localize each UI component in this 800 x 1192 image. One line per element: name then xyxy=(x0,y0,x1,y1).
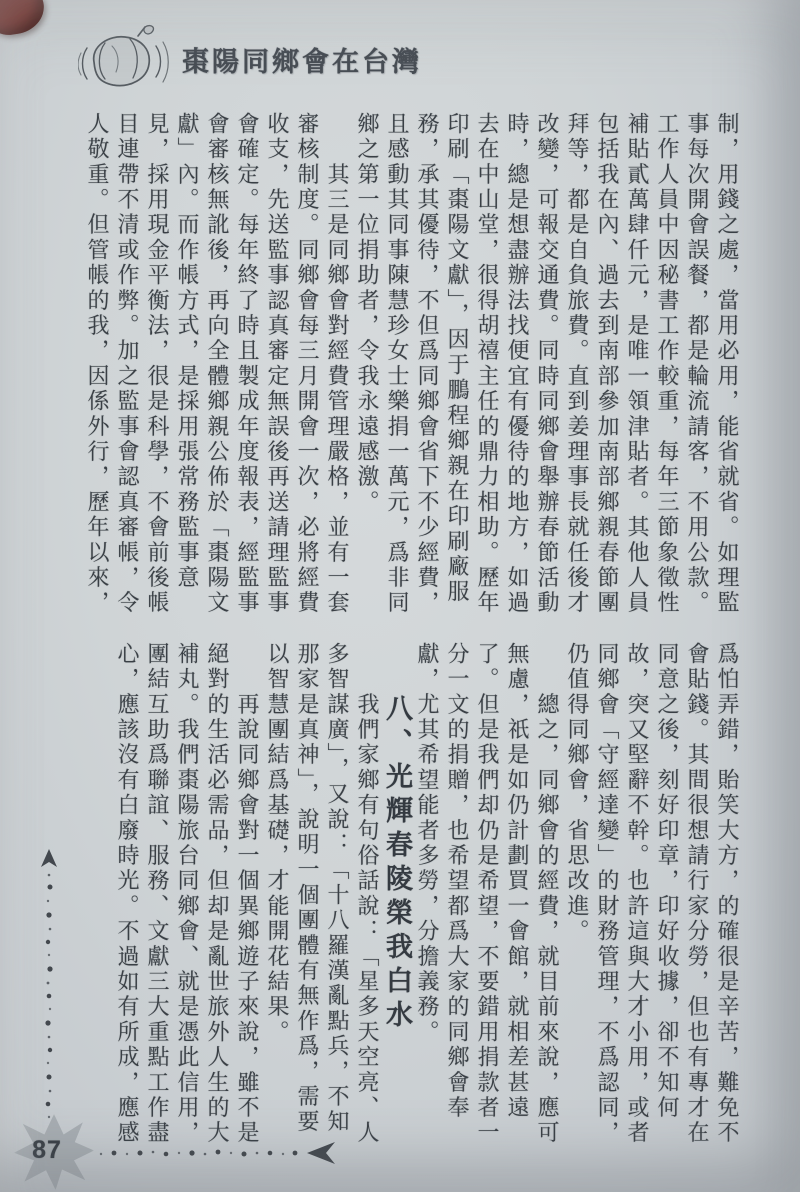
text-column: 再說同鄉會對一個異鄉遊子來說，雖不是 xyxy=(235,642,260,1146)
text-column: 爲怕弄錯，貽笑大方，的確很是辛苦，難免不 xyxy=(715,642,740,1146)
text-column: 獻，尤其希望能者多勞，分擔義務。 xyxy=(415,642,440,1046)
jujube-logo-icon xyxy=(78,22,170,96)
text-column: 會審核無訛後，再向全體鄉親公佈於「棗陽文 xyxy=(205,112,230,616)
text-column: 務，承其優待，不但爲同鄉會省下不少經費， xyxy=(415,112,440,616)
text-column: 同鄉會「守經達變」的財務管理，不爲認同， xyxy=(595,642,620,1146)
text-column: 目連帶不清或作弊。加之監事會認真審帳，令 xyxy=(115,112,140,616)
text-column: 去在中山堂，很得胡禧主任的鼎力相助。歷年 xyxy=(475,112,500,616)
text-column: 拜等，都是自負旅費。直到姜理事長就任後才 xyxy=(565,112,590,616)
text-column: 見，採用現金平衡法，很是科學，不會前後帳 xyxy=(145,112,170,616)
scan-corner-mark xyxy=(0,0,47,38)
text-column: 事每次開會誤餐，都是輪流請客，不用公款。 xyxy=(685,112,710,616)
book-title: 棗陽同鄉會在台灣 xyxy=(182,46,422,77)
text-column: 以智慧團結爲基礎，才能開花結果。 xyxy=(265,642,290,1046)
text-column: 制，用錢之處，當用必用，能省就省。如理監 xyxy=(715,112,740,616)
text-column: 了。但是我們却仍是希望，不要錯用捐款者一 xyxy=(475,642,500,1146)
text-column: 多智謀廣」，又說：「十八羅漢亂點兵，不知 xyxy=(325,642,350,1135)
text-column: 包括我在內、過去到南部參加南部鄉親春節團 xyxy=(595,112,620,616)
text-column: 會貼錢。其間很想請行家分勞，但也有專才在 xyxy=(685,642,710,1146)
text-column: 人敬重。但管帳的我，因係外行，歷年以來， xyxy=(85,112,110,616)
text-column: 改變，可報交通費。同時同鄉會舉辦春節活動 xyxy=(535,112,560,616)
text-column: 我們家鄉有句俗話說：「星多天空亮、人 xyxy=(355,642,380,1146)
text-column: 團結互助爲聯誼、服務、文獻三大重點工作盡 xyxy=(145,642,170,1146)
section-heading: 八、光輝春陵榮我白水 xyxy=(382,694,412,1034)
page-header xyxy=(78,20,422,98)
text-column: 且感動其同事陳慧珍女士樂捐一萬元，爲非同 xyxy=(385,112,410,616)
text-column: 會確定。每年終了時且製成年度報表，經監事 xyxy=(235,112,260,616)
text-column: 審核制度。同鄉會每三月開會一次，必將經費 xyxy=(295,112,320,616)
text-column: 補丸。我們棗陽旅台同鄉會、就是憑此信用， xyxy=(175,642,200,1146)
text-column: 故，突又堅辭不幹。也許這與大才小用，或者 xyxy=(625,642,650,1146)
text-column: 分一文的捐贈，也希望都爲大家的同鄉會奉 xyxy=(445,642,470,1121)
text-column: 絕對的生活必需品，但却是亂世旅外人生的大 xyxy=(205,642,230,1146)
text-column: 總之，同鄉會的經費，就目前來說，應可 xyxy=(535,642,560,1146)
page-number: 87 xyxy=(32,1135,62,1164)
dotted-up-arrow-icon xyxy=(36,848,62,1124)
text-column: 時，總是想盡辦法找便宜有優待的地方，如過 xyxy=(505,112,530,616)
text-column: 鄉之第一位捐助者，令我永遠感激。 xyxy=(355,112,380,516)
text-column: 收支，先送監事認真審定無誤後再送請理監事 xyxy=(265,112,290,616)
text-column: 補貼貳萬肆仟元，是唯一領津貼者。其他人員 xyxy=(625,112,650,616)
text-column: 仍值得同鄉會，省思改進。 xyxy=(565,642,590,945)
bottom-text-block xyxy=(112,642,742,1154)
text-column: 獻」內。而作帳方式，是採用張常務監事意 xyxy=(175,112,200,591)
text-column: 那家是真神」，說明一個團體有無作爲，需要 xyxy=(295,642,320,1135)
text-column: 印刷「棗陽文獻」，因于鵬程鄉親在印刷廠服 xyxy=(445,112,470,605)
text-column: 工作人員中因秘書工作較重，每年三節象徵性 xyxy=(655,112,680,616)
text-column: 心，應該沒有白廢時光。不過如有所成，應感 xyxy=(115,642,140,1146)
text-column: 其三是同鄉會對經費管理嚴格，並有一套 xyxy=(325,112,350,616)
text-column: 無慮，祇是如仍計劃買一會館，就相差甚遠 xyxy=(505,642,530,1121)
dotted-right-arrow-icon xyxy=(95,1140,345,1166)
page-number-star xyxy=(14,1114,94,1190)
text-column: 同意之後，刻好印章，印好收據，卻不知何 xyxy=(655,642,680,1121)
top-text-block xyxy=(82,112,742,630)
